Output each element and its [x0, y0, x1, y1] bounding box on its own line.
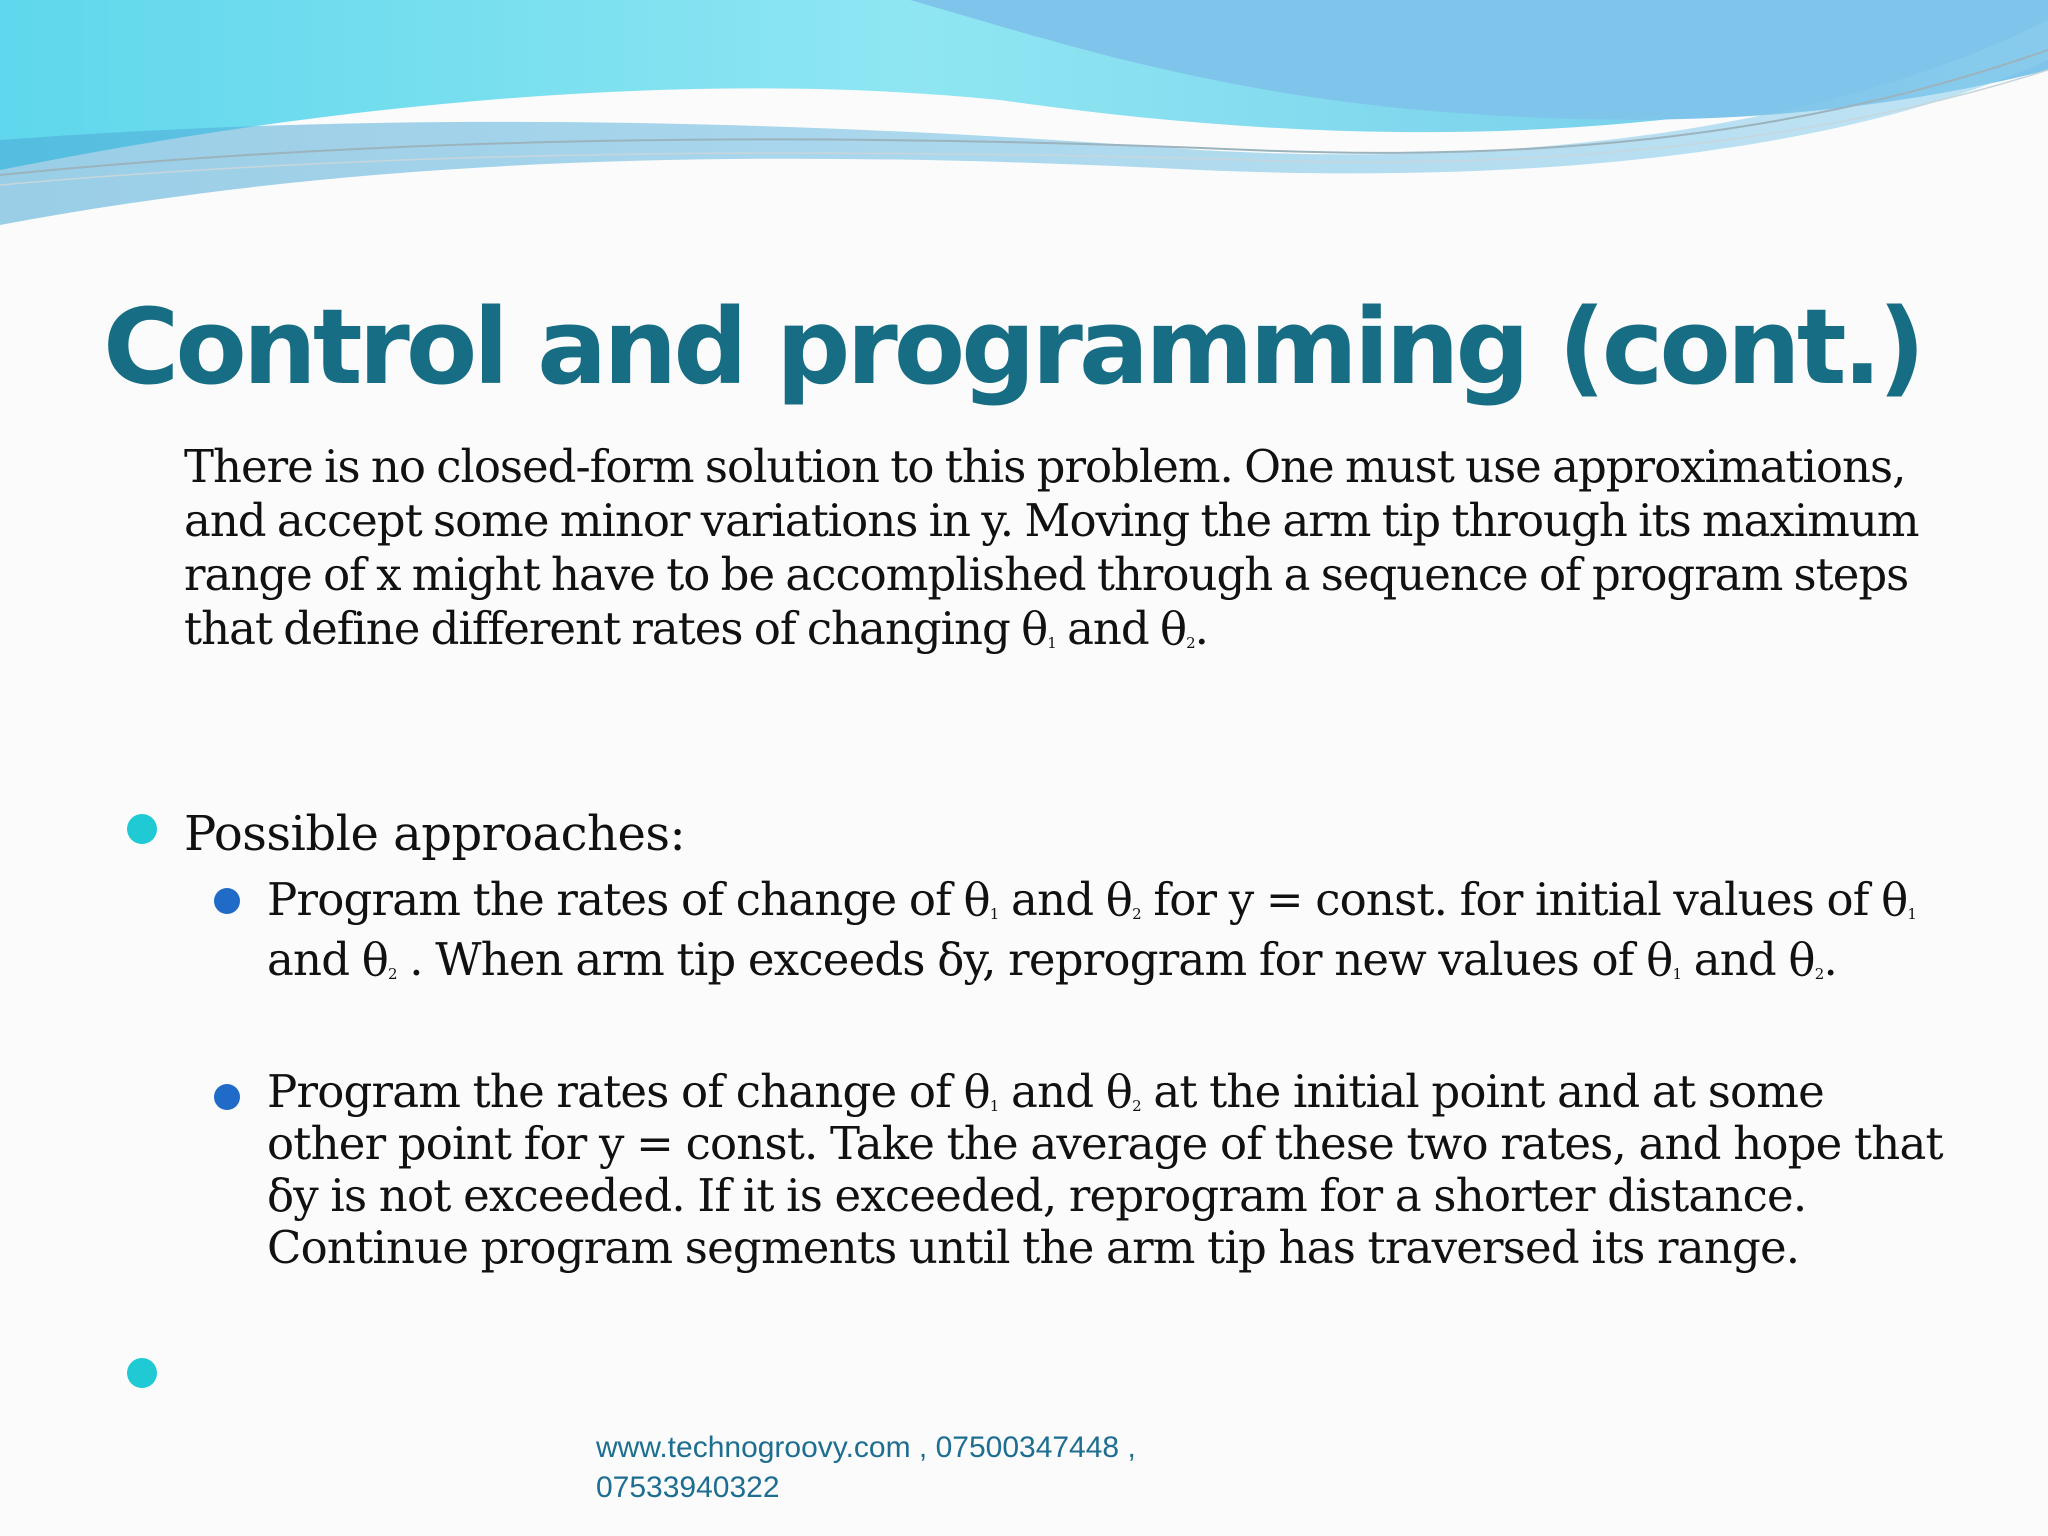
slide-title: Control and programming (cont.) — [103, 286, 1922, 408]
header-wave-decoration — [0, 0, 2048, 240]
sub-bullet-approach-1: Program the rates of change of $\theta_1$ and $\theta_2$ for y = const. for initial values of $\theta_1$ and $\theta_2$ . When arm tip exceeds δy, reprogram for new values of $\theta_1$ and $\theta_2$. — [267, 873, 1917, 986]
sub-bullet-dot — [214, 1084, 240, 1110]
footer-contact: www.technogroovy.com , 07500347448 , 07533940322 — [596, 1431, 1136, 1504]
sub-bullet-approach-2: Program the rates of change of $\theta_1$ and $\theta_2$ at the initial point and at some other point for y = const. Take the average of these two rates, and hope that δy is not exceeded. If it is exceeded, reprogram for a shorter distance. Continue program segments until the arm tip has traversed its range. — [267, 1065, 1943, 1274]
sub-bullet-dot — [214, 888, 240, 914]
bullet-dot — [127, 814, 157, 844]
empty-bullet-dot — [127, 1358, 157, 1388]
bullet-possible-approaches: Possible approaches: — [184, 806, 686, 862]
intro-paragraph: There is no closed-form solution to this problem. One must use approximations, and accept some minor variations in y. Moving the arm tip through its maximum range of x might have to be accomplished through a sequence of program steps that define different rates of changing $\theta_1$ and $\theta_2$. — [184, 440, 1919, 655]
